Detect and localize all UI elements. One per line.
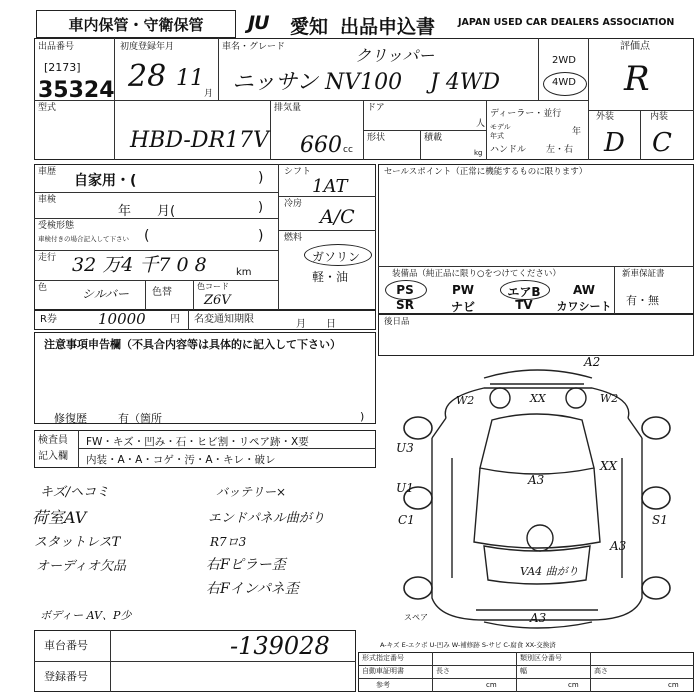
equip-ps: PS (396, 283, 414, 297)
later-docs-label: 後日品 (384, 317, 410, 327)
note-line-10: 右Fインパネ歪 (206, 581, 299, 597)
note-line-1: キズ/ヘコミ (40, 485, 110, 500)
exterior-grade: D (604, 128, 625, 158)
mark-rear-gate: VA4 曲がり (520, 565, 579, 578)
reg-year: 28 (128, 59, 167, 94)
color-code-handwritten: Z6V (204, 293, 231, 308)
lot-sub: [2173] (44, 61, 81, 74)
ac-label: 冷房 (284, 199, 303, 209)
note-line-9: 右Fピラー歪 (206, 557, 286, 573)
width-label: 幅 (520, 667, 527, 675)
shape-label: 形状 (367, 133, 386, 143)
mark-bonnet: XX (530, 392, 546, 405)
inspect-label: 車検 (38, 195, 57, 205)
internal-storage-label: 車内保管・守衛保管 (36, 10, 236, 38)
interior-grade: C (652, 128, 672, 158)
handle-options: 左・右 (546, 145, 574, 155)
exterior-label: 外装 (596, 112, 615, 122)
car-name-label: 車名・グレード (222, 42, 286, 52)
color-label: 色 (38, 283, 48, 293)
name-change-label: 名変通知期限 (194, 314, 254, 325)
displacement-label: 排気量 (274, 103, 302, 113)
cert-label-2: 類別区分番号 (520, 654, 562, 662)
org-name: 愛知 (290, 16, 329, 38)
later-docs-block (378, 314, 694, 356)
first-reg-label: 初度登録年月 (120, 42, 175, 52)
warranty-value: 有・無 (626, 294, 659, 307)
mark-front-bumper: A2 (584, 355, 601, 369)
lot-number: 35324 (38, 78, 115, 103)
note-line-4: オーディオ欠品 (36, 559, 126, 574)
mark-right-rear: A3 (610, 539, 627, 553)
record-label: 記入欄 (38, 451, 68, 462)
interior-check-text: 内装・A・A・コゲ・汚・A・キレ・破レ (86, 454, 276, 466)
mark-right-side: S1 (652, 513, 668, 527)
note-line-7: エンドパネル曲がり (208, 511, 325, 526)
repair-label: 修復歴 (54, 412, 87, 425)
chassis-handwritten: -139028 (230, 632, 330, 660)
handle-label: ハンドル (490, 145, 527, 155)
mileage-label: 走行 (38, 253, 57, 263)
receive-label: 受検形態 (38, 221, 75, 231)
interior-label: 内装 (650, 112, 669, 122)
mark-front-left: W2 (456, 394, 475, 407)
length-label: 長さ (436, 667, 450, 675)
note-line-8: R7ロ3 (210, 535, 247, 549)
equipment-label: 装備品（純正品に限り○をつけてください） (392, 269, 561, 279)
note-line-6: バッテリー× (216, 485, 287, 499)
mark-roof: A3 (528, 473, 545, 487)
lot-label: 出品番号 (38, 42, 75, 52)
mark-left-side-1: U1 (396, 481, 414, 495)
fw-text: FW・キズ・凹み・石・ヒビ割・リペア跡・X要 (86, 436, 309, 448)
color-handwritten: シルバー (82, 287, 129, 301)
repair-value: 有（箇所 (118, 412, 162, 425)
drive-2wd: 2WD (552, 55, 576, 66)
note-line-5: ボディー AV、P少 (40, 609, 132, 622)
mark-front-right: W2 (600, 392, 619, 405)
equip-aw: AW (573, 283, 595, 297)
equip-pw: PW (451, 283, 475, 297)
fuel-label: 燃料 (284, 233, 303, 243)
mark-rear-bumper: A3 (530, 611, 547, 625)
shift-label: シフト (284, 167, 312, 177)
displacement-handwritten: 660 (300, 133, 342, 158)
model-handwritten: HBD-DR17V (130, 128, 269, 153)
ref-label: 参考 (376, 681, 390, 689)
warranty-label: 新車保証書 (622, 269, 665, 279)
grade-handwritten: クリッパー (355, 46, 435, 65)
org-english: JAPAN USED CAR DEALERS ASSOCIATION (458, 17, 675, 28)
mileage-handwritten: 32 万4 千7 0 8 (72, 254, 207, 276)
registration-label: 登録番号 (44, 670, 88, 683)
car-name-handwritten: ニッサン NV100 (232, 70, 403, 95)
notes-label: 注意事項申告欄（不具合内容等は具体的に記入して下さい） (44, 338, 341, 351)
model-label: 型式 (38, 103, 57, 113)
cm-unit-3: cm (668, 681, 679, 689)
drive-4wd: 4WD (552, 77, 576, 88)
load-label: 積載 (424, 133, 443, 143)
cert-label-3: 自動車証明書 (362, 667, 404, 675)
score-label: 評価点 (620, 41, 650, 52)
door-label: ドア (367, 103, 385, 113)
r-ticket-handwritten: 10000 (98, 310, 146, 328)
receive-note: 車検付きの場合記入して下さい (38, 235, 129, 243)
reg-month: 11 (176, 66, 204, 91)
history-label: 車歴 (38, 167, 57, 177)
dealer-label: ディーラー・並行 (490, 109, 562, 119)
sales-points-label: セールスポイント（正常に機能するものに限ります） (384, 167, 588, 177)
cm-unit-2: cm (568, 681, 579, 689)
cm-unit-1: cm (486, 681, 497, 689)
score-handwritten: R (624, 59, 650, 99)
mark-right-door: XX (600, 459, 618, 473)
note-line-3: スタットレスT (34, 535, 121, 550)
equip-navi: ナビ (450, 300, 475, 314)
cert-label-1: 形式指定番号 (362, 654, 404, 662)
equip-leather: カワシート (556, 300, 612, 313)
ju-logo: JU (248, 12, 269, 34)
equip-tv: TV (515, 298, 533, 312)
form-title: 出品申込書 (340, 16, 436, 38)
damage-legend: A-キズ E-エクボ U-凹み W-補修跡 S-サビ C-腐食 XX-交換済 (380, 641, 556, 649)
spare-label: スペア (404, 613, 428, 622)
equip-sr: SR (396, 298, 414, 312)
shift-handwritten: 1AT (312, 176, 348, 197)
mark-left-front-door: U3 (396, 441, 414, 455)
color-code-label: 色コード (197, 282, 229, 291)
inspect-text: 年 月( (118, 204, 176, 219)
paint-change-label: 色替 (152, 287, 172, 298)
inspector-label: 検査員 (38, 435, 68, 446)
note-line-2: 荷室AV (32, 508, 87, 527)
height-label: 高さ (594, 667, 608, 675)
fuel-light-oil: 軽・油 (312, 270, 349, 284)
history-value: 自家用・( (74, 173, 137, 189)
equip-airbag: エアB (507, 285, 541, 299)
r-ticket-label: R券 (40, 314, 57, 325)
fuel-gasoline: ガソリン (312, 250, 361, 264)
ac-handwritten: A/C (320, 206, 355, 228)
chassis-label: 車台番号 (44, 639, 88, 652)
mark-left-side-2: C1 (398, 513, 415, 527)
grade-suffix-handwritten: J 4WD (430, 70, 501, 95)
